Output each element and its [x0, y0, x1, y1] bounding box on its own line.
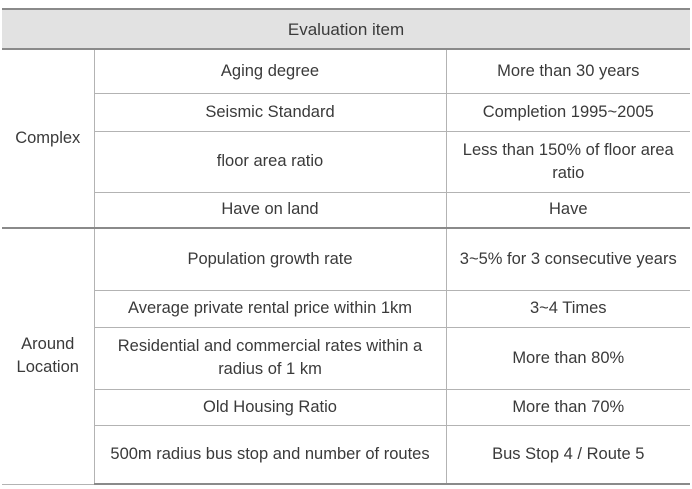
table-row	[2, 389, 690, 425]
evaluation-table	[2, 8, 690, 485]
item-cell: Have on land	[94, 192, 446, 228]
item-cell: Old Housing Ratio	[94, 389, 446, 425]
value-cell: Less than 150% of floor area ratio	[446, 131, 690, 192]
header-row	[2, 9, 690, 49]
value-cell: More than 80%	[446, 327, 690, 389]
table-row	[2, 131, 690, 192]
group-label-around-location: Around Location	[2, 228, 94, 484]
value-cell: Have	[446, 192, 690, 228]
table-row	[2, 425, 690, 484]
table-row	[2, 49, 690, 93]
value-cell: Completion 1995~2005	[446, 93, 690, 131]
item-cell: Residential and commercial rates within a radius of 1 km	[94, 327, 446, 389]
value-cell: 3~5% for 3 consecutive years	[446, 228, 690, 290]
value-cell: More than 70%	[446, 389, 690, 425]
group-label-complex: Complex	[2, 49, 94, 228]
table-row	[2, 192, 690, 228]
item-cell: 500m radius bus stop and number of routes	[94, 425, 446, 484]
value-cell: More than 30 years	[446, 49, 690, 93]
table-row	[2, 327, 690, 389]
value-cell: 3~4 Times	[446, 290, 690, 327]
table-row	[2, 93, 690, 131]
item-cell: Aging degree	[94, 49, 446, 93]
item-cell: Seismic Standard	[94, 93, 446, 131]
table-header: Evaluation item	[2, 9, 690, 49]
value-cell: Bus Stop 4 / Route 5	[446, 425, 690, 484]
table-row	[2, 228, 690, 290]
table-row	[2, 290, 690, 327]
item-cell: Population growth rate	[94, 228, 446, 290]
item-cell: floor area ratio	[94, 131, 446, 192]
item-cell: Average private rental price within 1km	[94, 290, 446, 327]
